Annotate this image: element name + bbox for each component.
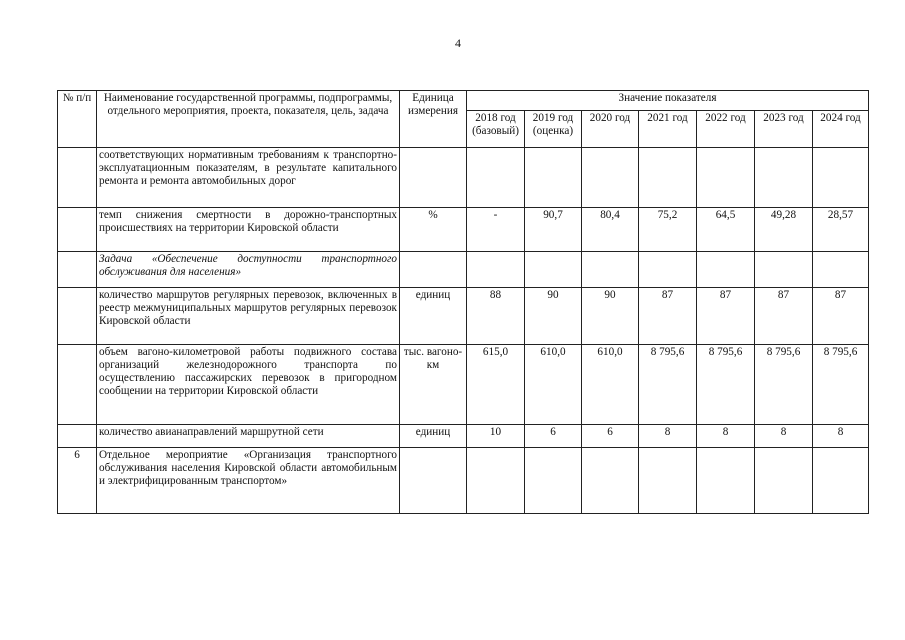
header-year: 2018 год (базовый) [467, 111, 525, 148]
row-num [58, 425, 97, 448]
row-name: объем вагоно-километровой работы подвижного состава организаций железнодорожного транспорта по осуществлению пассажирских перевозок в пригородном сообщении на территории Кировской области [97, 345, 400, 425]
row-value: 80,4 [582, 208, 639, 252]
header-year: 2020 год [582, 111, 639, 148]
row-value: 90 [582, 288, 639, 345]
row-value [525, 252, 582, 288]
row-value [582, 448, 639, 514]
row-num: 6 [58, 448, 97, 514]
row-value: 49,28 [755, 208, 813, 252]
row-value [755, 448, 813, 514]
row-name: темп снижения смертности в дорожно-транспортных происшествиях на территории Кировской области [97, 208, 400, 252]
row-value [467, 448, 525, 514]
row-name: количество маршрутов регулярных перевозок, включенных в реестр межмуниципальных маршрутов регулярных перевозок Кировской области [97, 288, 400, 345]
row-value: 75,2 [639, 208, 697, 252]
row-unit [400, 252, 467, 288]
table-row [58, 345, 869, 425]
table-row [58, 448, 869, 514]
row-value [525, 448, 582, 514]
header-year: 2024 год [813, 111, 869, 148]
row-unit: единиц [400, 425, 467, 448]
row-value [697, 448, 755, 514]
table-row [58, 425, 869, 448]
indicators-table [57, 90, 869, 514]
row-value: 87 [639, 288, 697, 345]
row-unit: тыс. вагоно-км [400, 345, 467, 425]
row-value [697, 252, 755, 288]
row-value [813, 252, 869, 288]
row-value: 8 [813, 425, 869, 448]
row-unit [400, 448, 467, 514]
header-year: 2023 год [755, 111, 813, 148]
row-value [639, 252, 697, 288]
row-value [813, 148, 869, 208]
row-value: 64,5 [697, 208, 755, 252]
row-name: количество авианаправлений маршрутной сети [97, 425, 400, 448]
row-num [58, 252, 97, 288]
row-unit [400, 148, 467, 208]
row-value [582, 252, 639, 288]
row-value: - [467, 208, 525, 252]
row-value: 87 [697, 288, 755, 345]
row-value: 8 [697, 425, 755, 448]
row-value: 6 [525, 425, 582, 448]
row-value: 10 [467, 425, 525, 448]
row-value: 28,57 [813, 208, 869, 252]
row-value [755, 252, 813, 288]
row-value [813, 448, 869, 514]
row-num [58, 288, 97, 345]
row-name: Отдельное мероприятие «Организация транспортного обслуживания населения Кировской области автомобильным и электрифицированным транспортом» [97, 448, 400, 514]
header-num: № п/п [58, 91, 97, 148]
table-row [58, 148, 869, 208]
row-value [582, 148, 639, 208]
row-unit: % [400, 208, 467, 252]
row-value: 6 [582, 425, 639, 448]
row-value: 8 795,6 [755, 345, 813, 425]
row-value [639, 448, 697, 514]
row-value [697, 148, 755, 208]
row-num [58, 148, 97, 208]
row-value: 88 [467, 288, 525, 345]
row-value: 8 795,6 [639, 345, 697, 425]
row-value: 87 [755, 288, 813, 345]
table-row [58, 288, 869, 345]
row-value: 87 [813, 288, 869, 345]
row-value [467, 252, 525, 288]
row-value [467, 148, 525, 208]
header-name: Наименование государственной программы, подпрограммы, отдельного мероприятия, проекта, показателя, цель, задача [97, 91, 400, 148]
row-value: 615,0 [467, 345, 525, 425]
header-year: 2019 год (оценка) [525, 111, 582, 148]
row-value: 610,0 [582, 345, 639, 425]
row-value: 8 795,6 [697, 345, 755, 425]
row-task: Задача «Обеспечение доступности транспортного обслуживания для населения» [97, 252, 400, 288]
row-num [58, 345, 97, 425]
row-value [755, 148, 813, 208]
row-value [525, 148, 582, 208]
table-row [58, 252, 869, 288]
header-year: 2022 год [697, 111, 755, 148]
row-value: 90 [525, 288, 582, 345]
row-value: 610,0 [525, 345, 582, 425]
row-value [639, 148, 697, 208]
row-value: 8 [755, 425, 813, 448]
row-unit: единиц [400, 288, 467, 345]
header-values-group: Значение показателя [467, 91, 869, 111]
header-unit: Единица измерения [400, 91, 467, 148]
page-number: 4 [455, 36, 461, 50]
row-name: соответствующих нормативным требованиям к транспортно-эксплуатационным показателям, в результате капитального ремонта и ремонта автомобильных дорог [97, 148, 400, 208]
row-value: 8 [639, 425, 697, 448]
table-row [58, 208, 869, 252]
header-year: 2021 год [639, 111, 697, 148]
row-value: 8 795,6 [813, 345, 869, 425]
row-num [58, 208, 97, 252]
row-value: 90,7 [525, 208, 582, 252]
